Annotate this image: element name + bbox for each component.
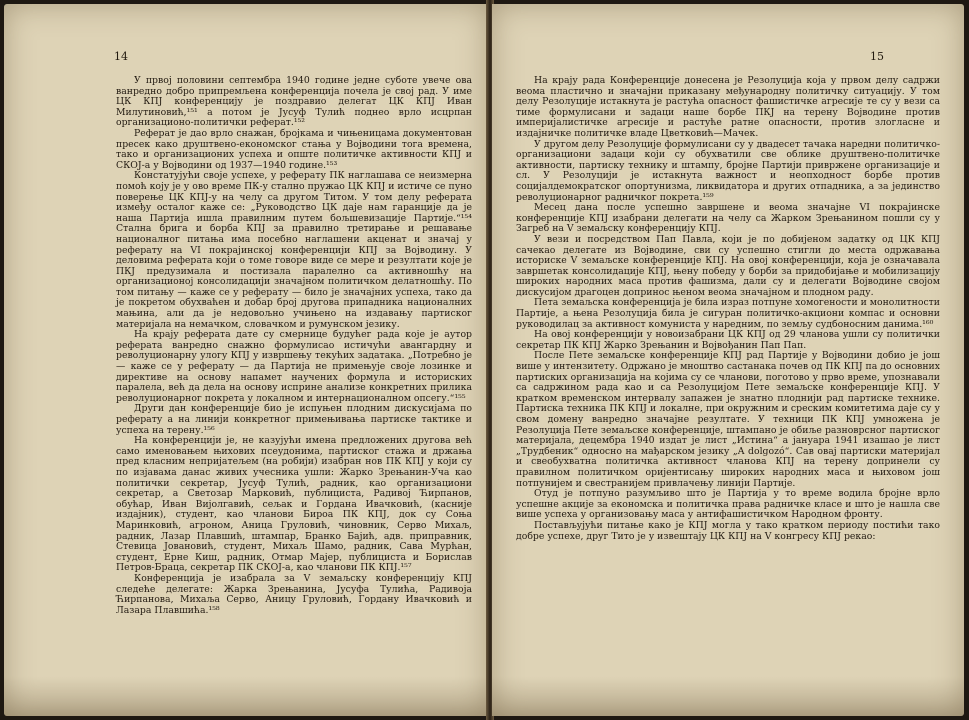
page-shadow <box>4 676 488 716</box>
left-page <box>4 4 488 716</box>
paragraph: Други дан конференције био је испуњен плодним дискусијама по реферату а на линији конкретног примењивања партиске тактике и успеха на терену.¹⁵⁶ <box>116 403 472 436</box>
right-page-number: 15 <box>870 50 884 63</box>
paragraph: Постављујући питање како је КПЈ могла у тако кратком периоду постићи тако добре успехе, друг Тито је у извештају ЦК КПЈ на V конгресу КПЈ рекао: <box>516 519 940 542</box>
right-page-text <box>516 76 940 542</box>
paragraph: У првој половини септембра 1940 године једне суботе увече ова ванредно добро припремљена конференција почела је свој рад. У име ЦК КПЈ конференцију је поздравио делегат ЦК КПЈ Иван Милутиновић,¹⁵¹ а потом је Јусуф Тулић поднео врло исцрпан организационо-политички реферат.¹⁵² <box>116 75 472 129</box>
paragraph: После Пете земаљске конференције КПЈ рад Партије у Војводини добио је још више у интензитету. Одржано је мноштво састанака почев од ПК КПЈ па до основних партиских организација на којима су се чланови, поготово у прво време, упознавали са садржином рада као и са Резолуцијом Пете земаљске конференције КПЈ. У кратком временском интервалу запажен је знатно плоднији рад партиске технике. Партиска техника ПК КПЈ и локалне, при окружним и срeским комитетима даје су у свом домену ванредно значајне резултате. У техници ПК КПЈ умножена је Резолуција Пете земаљске конференције, штампано је обиље разноврсног партиског материјала, децембра 1940 издат је лист „Истина“ а јануара 1941 изашао је лист „Трудбеник“ односно на мађарском језику „A dolgozó“. Сав овај партиски материјал и свеобухватна политичка активност чланова КПЈ на терену допринели су правилном политичком оријентисању широких народних маса и њиховом још потпунијем и свестранијем привлачењу линији Партије. <box>516 350 940 489</box>
paragraph: У другом делу Резолуције формулисани су у двадесет тачака наредни политичко-организациони задаци који су обухватили све облике друштвено-политичке активности, партиску технику и штампу, бројне Партији привржене организације и сл. У Резолуцији је истакнута важност и неопходност борбе против социјалдемократског опортунизма, ликвидатора и других отпадника, а за јединство револуционарног радничког покрета.¹⁵⁹ <box>516 138 940 203</box>
paragraph: Отуд је потпуно разумљиво што је Партија у то време водила бројне врло успешне акције за економска и политичка права радничке класе и што је нашла све више успеха у организовању маса у антифашистичком Народном фронту. <box>516 488 940 521</box>
page-shadow <box>492 676 964 716</box>
paragraph: У вези и посредством Пап Павла, који је по добијеном задатку од ЦК КПЈ сачекао делегате из Војводине, сви су успешно стигли до места одржавања историске V земаљске конференције КПЈ. На овој конференцији, која је означавала завршетак консолидације КПЈ, њену победу у борби за придобијање и мобилизацију широких народних маса против фашизма, дали су и делегати Војводине својом дискусијом драгоцен допринос њеном веома значајном и плодном раду. <box>516 233 940 298</box>
paragraph: Констатујући своје успехе, у реферату ПК наглашава се неизмерна помоћ коју је у ово време ПК-у стално пружао ЦК КПЈ и истиче се пуно поверење ЦК КПЈ-у на челу са другом Титом. У том делу реферата између осталог каже се: „Руководство ЦК даје нам гаранције да је наша Партија ишла правилним путем бољшевизације Партије.“¹⁵⁴ Стална брига и борба КПЈ за правилно третирање и решавање националног питања има посебно наглашени акценат и значај у реферату на VI покрајинској конференцији КПЈ за Војводину. У деловима реферата који о томе говоре виде се мере и резултати које је ПКЈ предузимала и постизала паралелно са активношћу на организационој консолидацији значајном политичком делатношћу. По том питању — каже се у реферату — било је значајних успеха, тако да је покретом обухваћен и добар број другова припадника националних мањина, али да је недовољно учињено на издавању партиског материјала на немачком, словачком и румунском језику. <box>116 170 472 330</box>
right-page <box>492 4 964 716</box>
paragraph: Месец дана после успешно завршене и веома значајне VI покрајинске конференције КПЈ изабрани делегати на челу са Жарком Зрењанином пошли су у Загреб на V земаљску конференцију КПЈ. <box>516 202 940 235</box>
paragraph: На крају реферата дате су смернице будућег рада које је аутор реферата ванредно снажно формулисао истичући авангардну и револуционарну улогу КПЈ у извршењу текућих задатака. „Потребно је — каже се у реферату — да Партија не примењује своје лозинке и директиве на основу напамет научених формула и историских паралела, већ да дела на основу исприне анализе конкретних прилика револуционарног покрета у локалном и интернационалном опсегу.“¹⁵⁵ <box>116 329 472 404</box>
paragraph: Конференција је изабрала за V земаљску конференцију КПЈ следеће делегате: Жарка Зрењанина, Јусуфа Тулића, Радивоја Ћирпанова, Михаља Серво, Аницу Груловић, Гордану Ивачковић и Лазара Плавшића.¹⁵⁸ <box>116 572 472 616</box>
paragraph: Реферат је дао врло снажан, бројкама и чињеницама документован пресек како друштвено-економског стања у Војводини тога времена, тако и организационих успеха и опште политичке активности КПЈ и СКОЈ-а у Војводини од 1937—1940 године.¹⁵³ <box>116 127 472 171</box>
left-page-text <box>116 76 472 616</box>
paragraph: На крају рада Конференције донесена је Резолуција која у првом делу садржи веома пластично и значајни приказану међународну политичку ситуацију. У том делу Резолуције истакнута је растућа опасност фашистичке агресије те су у вези са тиме формулисани и задаци наше борбе ПКЈ на терену Војводине против империјалистичке агресије и растуће ратне опасности, против злогласне и издајничке политичке владе Цветковић—Мачек. <box>516 75 940 139</box>
paragraph: На конференцији је, не казујући имена предложених другова већ само именовањем њихових псеудонима, партиског стажа и држања пред класним непријатељем (на робији) изабран нов ПК КПЈ у који су по изјавама данас живих учесника ушли: Жарко Зрењанин-Уча као политички секретар, Јусуф Тулић, радник, као организациони секретар, а Светозар Марковић, публициста, Радивој Ћирпанов, обућар, Иван Вијолгавић, сељак и Гордана Ивачковић, (касније издајник), студент, као чланови Бироа ПК КПЈ, док су Соња Маринковић, агроном, Аница Груловић, чиновник, Серво Михаљ, радник, Лазар Плавшић, штампар, Бранко Бајић, адв. приправник, Стевица Јовановић, студент, Михаљ Шамо, радник, Сава Мурћан, студент, Ерне Киш, радник, Отмар Мајер, публициста и Борислав Петров-Браца, секретар ПК СКОЈ-а, као чланови ПК КПЈ.¹⁵⁷ <box>116 435 472 574</box>
left-page-number: 14 <box>114 50 128 63</box>
paragraph: На овој конференцији у новоизабрани ЦК КПЈ од 29 чланова ушли су политички секретар ПК КПЈ Жарко Зрењанин и Војвођанин Пап Пап. <box>516 329 940 351</box>
paragraph: Пета земаљска конференција је била израз потпуне хомогености и монолитности Партије, а њена Резолуција била је сигуран политичко-акциони компас и основни руководилац за активност комуниста у наредним, по земљу судбоносним данима.¹⁶⁰ <box>516 297 940 330</box>
